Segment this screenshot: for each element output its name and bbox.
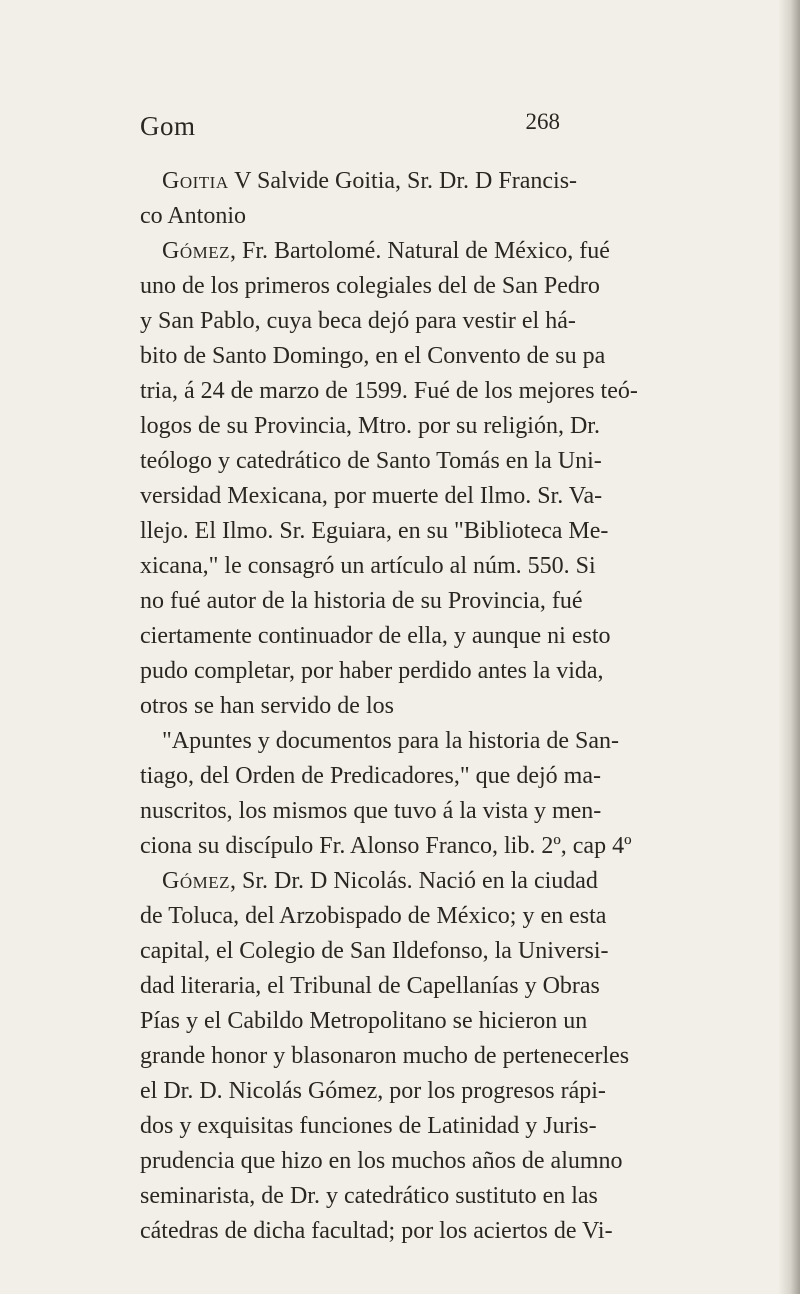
- text-line: "Apuntes y documentos para la historia de San-: [162, 728, 620, 754]
- running-head-word: Gom: [140, 111, 196, 141]
- text-line: pudo completar, por haber perdido antes la vida,: [140, 658, 604, 684]
- text-line: ciertamente continuador de ella, y aunque ni esto: [140, 623, 611, 649]
- text-line: y San Pablo, cuya beca dejó para vestir el há-: [140, 308, 576, 334]
- text-line: logos de su Provincia, Mtro. por su religión, Dr.: [140, 413, 600, 439]
- text-line: cátedras de dicha facultad; por los aciertos de Vi-: [140, 1218, 613, 1244]
- line-tail: , Sr. Dr. D Nicolás. Nació en la ciudad: [230, 868, 598, 894]
- running-head: [140, 111, 560, 151]
- text-line: [162, 164, 722, 199]
- line-tail: V Salvide Goitia, Sr. Dr. D Francis-: [228, 168, 578, 194]
- body-text: [140, 164, 722, 1249]
- text-line: versidad Mexicana, por muerte del Ilmo. Sr. Va-: [140, 483, 603, 509]
- text-line: bito de Santo Domingo, en el Convento de su pa: [140, 343, 606, 369]
- text-line: tria, á 24 de marzo de 1599. Fué de los mejores teó-: [140, 378, 638, 404]
- text-line: uno de los primeros colegiales del de San Pedro: [140, 273, 600, 299]
- page-number: 268: [525, 109, 560, 134]
- text-line: llejo. El Ilmo. Sr. Eguiara, en su "Biblioteca Me-: [140, 518, 609, 544]
- text-line: el Dr. D. Nicolás Gómez, por los progresos rápi-: [140, 1078, 606, 1104]
- text-line: seminarista, de Dr. y catedrático sustituto en las: [140, 1183, 598, 1209]
- text-line: dad literaria, el Tribunal de Capellanías y Obras: [140, 973, 600, 999]
- text-line: xicana," le consagró un artículo al núm. 550. Si: [140, 553, 596, 579]
- text-line: no fué autor de la historia de su Provincia, fué: [140, 588, 583, 614]
- entry-head-gomez-bartolome: Gómez: [162, 238, 230, 264]
- text-line: co Antonio: [140, 203, 246, 229]
- text-line: tiago, del Orden de Predicadores," que dejó ma-: [140, 763, 601, 789]
- line-tail: , Fr. Bartolomé. Natural de México, fué: [230, 238, 610, 264]
- text-line: Pías y el Cabildo Metropolitano se hicieron un: [140, 1008, 588, 1034]
- text-line: nuscritos, los mismos que tuvo á la vista y men-: [140, 798, 602, 824]
- entry-head-goitia: Goitia: [162, 168, 229, 194]
- page-edge-shadow: [778, 0, 800, 1294]
- text-line: dos y exquisitas funciones de Latinidad y Juris-: [140, 1113, 597, 1139]
- text-line: [162, 234, 722, 269]
- text-line: prudencia que hizo en los muchos años de alumno: [140, 1148, 623, 1174]
- text-line: capital, el Colegio de San Ildefonso, la Universi-: [140, 938, 609, 964]
- text-line: teólogo y catedrático de Santo Tomás en la Uni-: [140, 448, 602, 474]
- text-line: otros se han servido de los: [140, 693, 394, 719]
- entry-head-gomez-nicolas: Gómez: [162, 868, 230, 894]
- text-line: [162, 864, 722, 899]
- text-line: ciona su discípulo Fr. Alonso Franco, lib. 2º, cap 4º: [140, 833, 632, 859]
- text-line: de Toluca, del Arzobispado de México; y en esta: [140, 903, 607, 929]
- text-line: grande honor y blasonaron mucho de pertenecerles: [140, 1043, 630, 1069]
